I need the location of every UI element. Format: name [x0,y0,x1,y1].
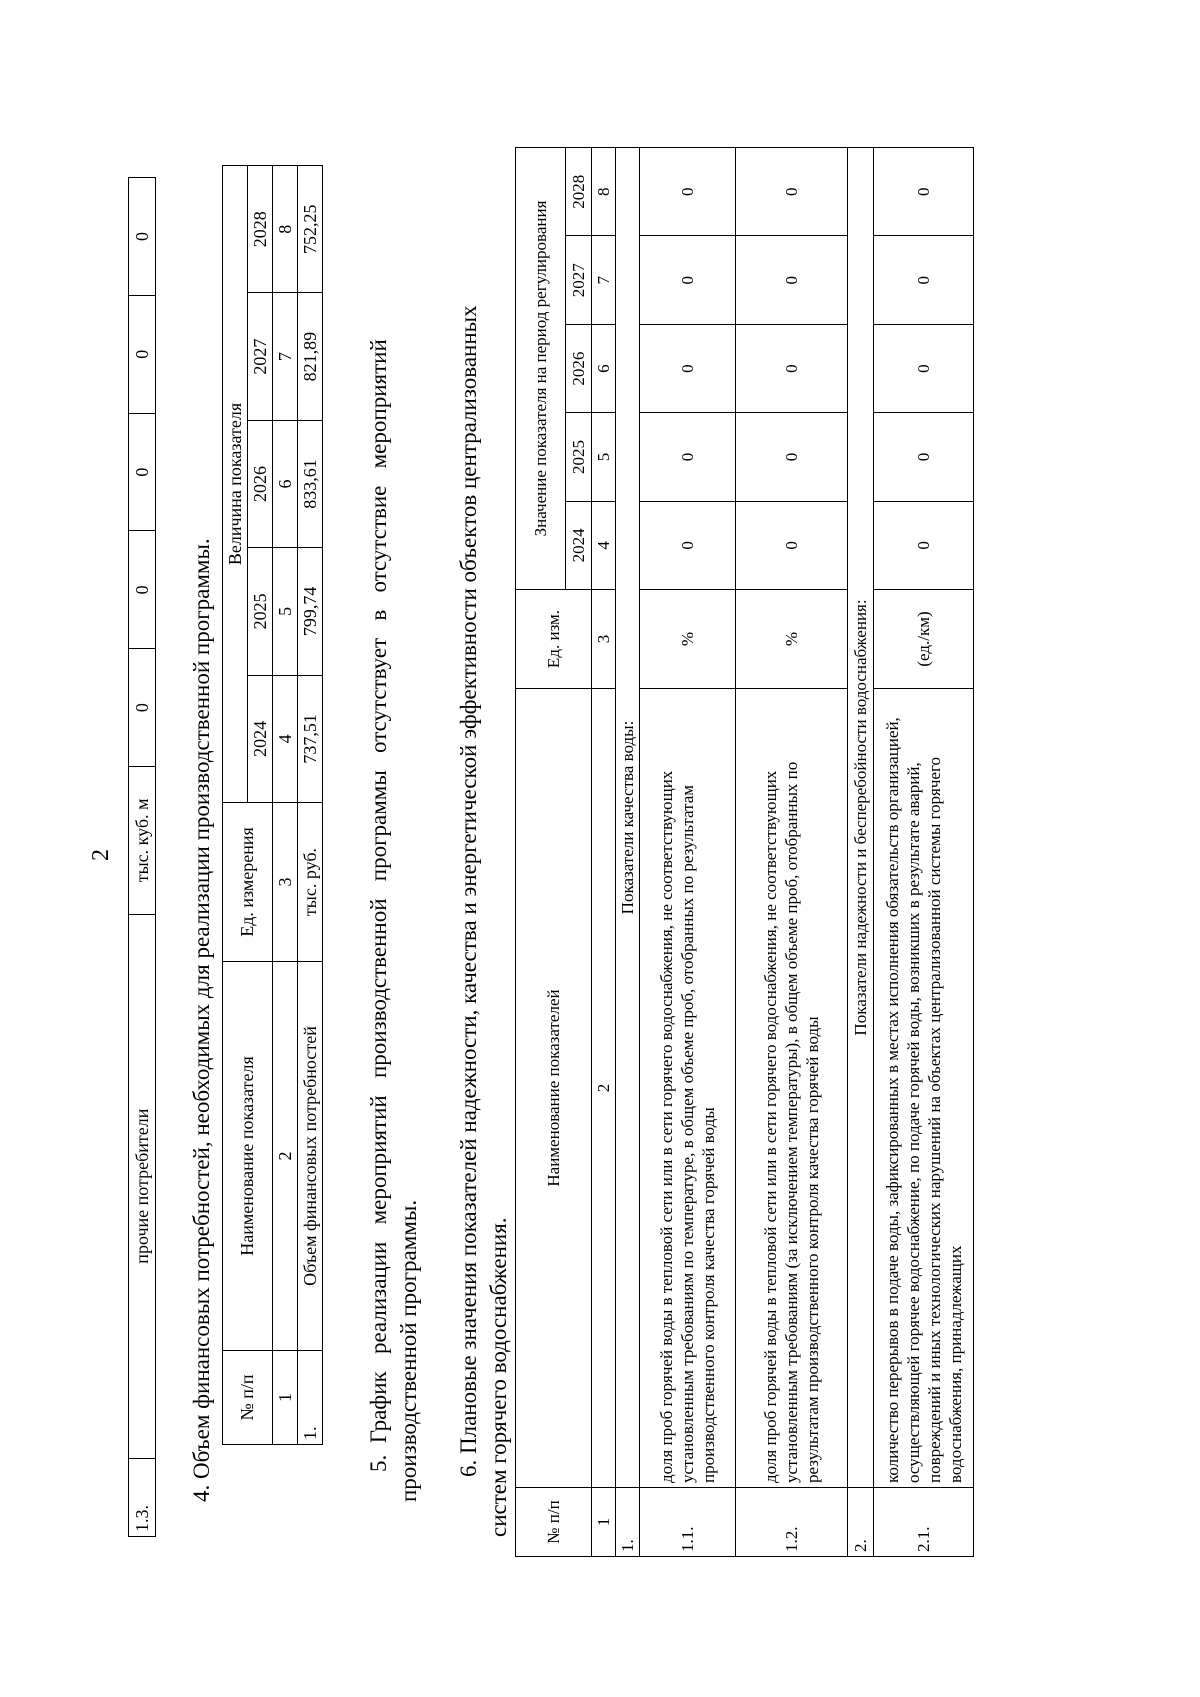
row-value: 0 [129,295,156,413]
row-2-1-num: 2.1. [874,1488,974,1557]
data-value: 821,89 [298,293,323,420]
row-1-2-unit: % [736,590,848,689]
section-6-heading-line-1: 6. Плановые значения показателей надежности, качества и энергетической эффективности объектов централизованных [456,305,481,1477]
row-2-1-value: 0 [874,236,974,324]
header-value-group: Значение показателя на период регулирования [516,148,566,590]
data-num: 1. [298,1351,323,1445]
header-name: Наименование показателей [516,689,592,1488]
header-num: № п/п [516,1488,592,1557]
header-year: 2027 [566,236,592,324]
row-1-1-value: 0 [640,324,736,412]
previous-table-row [128,177,156,1537]
header-name: Наименование показателя [223,962,273,1351]
page-number: 2 [88,849,114,861]
header-year: 2028 [248,166,273,293]
section-5-line-2: производственной программы. [396,1199,421,1502]
header-unit: Ед. измерения [223,803,273,962]
header-year: 2026 [248,420,273,547]
index-cell: 1 [273,1351,298,1445]
row-2-1-value: 0 [874,413,974,501]
index-cell: 4 [273,675,298,802]
row-1-1-value: 0 [640,501,736,589]
section-5-line-1: 5. График реализации мероприятий производственной программы отсутствует в отсутствие мероприятий [366,339,391,1472]
row-value: 0 [129,178,156,296]
row-value: 0 [129,649,156,767]
header-num: № п/п [223,1351,273,1445]
data-value: 752,25 [298,166,323,293]
row-1-2-value: 0 [736,413,848,501]
header-year: 2027 [248,293,273,420]
index-cell: 7 [592,236,616,324]
row-2-1-name: количество перерывов в подаче воды, зафиксированных в местах исполнения обязательств организацией, осуществляющей горячее водоснабжение, по подаче горячей воды, возникших в результате аварий, повреждений и иных технологических нарушений на объектах централизованной системы горячего водоснабжения, принадлежащих [874,689,974,1488]
index-cell: 4 [592,501,616,589]
indicators-table [515,147,974,1557]
row-2-1-unit: (ед./км) [874,590,974,689]
index-cell: 1 [592,1488,616,1557]
financial-needs-table [222,165,323,1445]
index-cell: 6 [592,324,616,412]
row-unit: тыс. куб. м [129,767,156,915]
row-1-1-value: 0 [640,148,736,237]
data-value: 737,51 [298,675,323,802]
header-year: 2024 [248,675,273,802]
index-cell: 8 [592,148,616,237]
section-4-heading: 4. Объем финансовых потребностей, необходимых для реализации производственной программы. [189,538,214,1502]
header-value-group: Величина показателя [223,166,248,803]
index-cell: 6 [273,420,298,547]
header-year: 2024 [566,501,592,589]
row-1-2-value: 0 [736,236,848,324]
index-cell: 3 [592,590,616,689]
group-2-title: Показатели надежности и бесперебойности водоснабжения: [848,148,874,1488]
index-cell: 2 [592,689,616,1488]
row-1-1-value: 0 [640,236,736,324]
index-cell: 7 [273,293,298,420]
row-1-2-name: доля проб горячей воды в тепловой сети или в сети горячего водоснабжения, не соответствующих установленным требованиям (за исключением температуры), в общем объеме проб, отобранных по результатам производственного контроля качества горячей воды [736,689,848,1488]
data-value: 799,74 [298,548,323,675]
header-year: 2026 [566,324,592,412]
header-year: 2028 [566,148,592,237]
group-1-num: 1. [616,1488,640,1557]
row-1-1-value: 0 [640,413,736,501]
row-1-2-value: 0 [736,501,848,589]
group-1-title: Показатели качества воды: [616,148,640,1488]
row-number: 1.3. [129,1458,156,1536]
index-cell: 5 [273,548,298,675]
row-1-2-num: 1.2. [736,1488,848,1557]
row-1-2-value: 0 [736,148,848,237]
index-cell: 3 [273,803,298,962]
row-value: 0 [129,531,156,649]
row-1-1-num: 1.1. [640,1488,736,1557]
row-2-1-value: 0 [874,148,974,237]
row-2-1-value: 0 [874,324,974,412]
group-2-num: 2. [848,1488,874,1557]
data-name: Объем финансовых потребностей [298,962,323,1351]
row-2-1-value: 0 [874,501,974,589]
header-year: 2025 [566,413,592,501]
data-unit: тыс. руб. [298,803,323,962]
row-value: 0 [129,413,156,531]
row-name: прочие потребители [129,914,156,1458]
header-unit: Ед. изм. [516,590,592,689]
row-1-1-name: доля проб горячей воды в тепловой сети или в сети горячего водоснабжения, не соответствующих установленным требованиям по температуре, в общем объеме проб, отобранных по результатам производственного контроля качества горячей воды [640,689,736,1488]
section-6-heading-line-2: систем горячего водоснабжения. [486,1217,511,1537]
index-cell: 2 [273,962,298,1351]
header-year: 2025 [248,548,273,675]
data-value: 833,61 [298,420,323,547]
index-cell: 8 [273,166,298,293]
row-1-1-unit: % [640,590,736,689]
row-1-2-value: 0 [736,324,848,412]
index-cell: 5 [592,413,616,501]
